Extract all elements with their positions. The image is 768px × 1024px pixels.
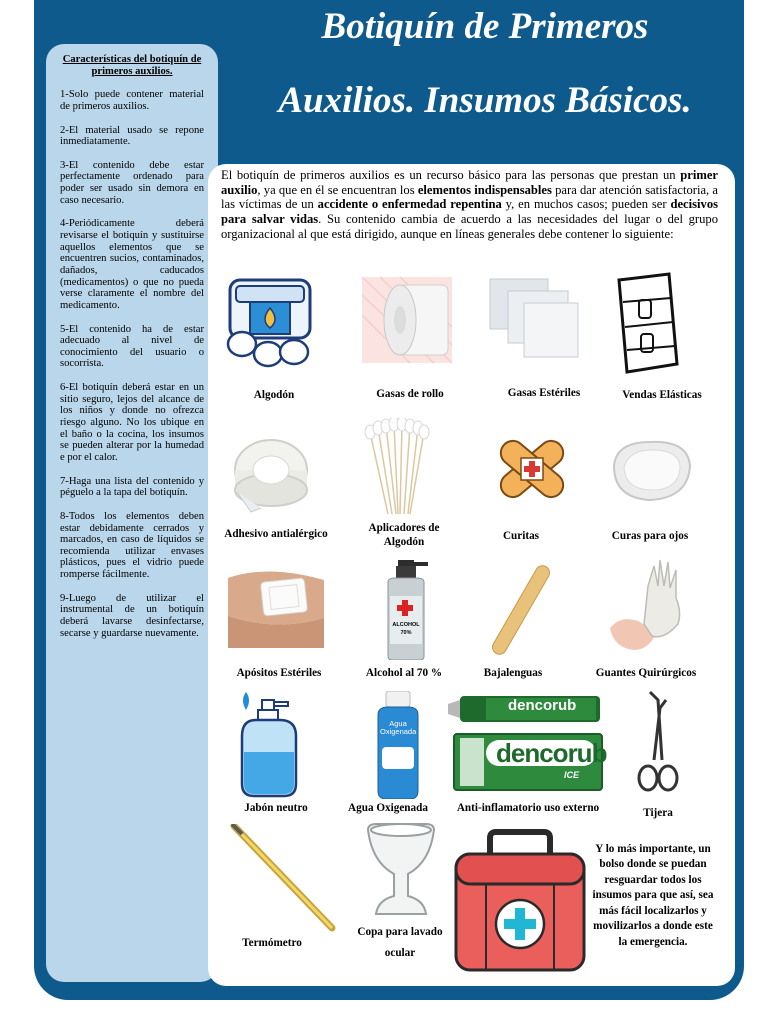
scissors-image (636, 690, 680, 794)
item-label-eye-pad: Curas para ojos (611, 530, 689, 542)
page-title-line-2: Auxilios. Insumos Básicos. (278, 80, 692, 121)
item-label-scissors: Tijera (643, 807, 673, 819)
item-label-elastic-bandage: Vendas Elásticas (622, 389, 702, 401)
sterile-gauze-image (488, 273, 580, 361)
sidebar-item-4: 4-Periódicamente deberá revisarse el botiquín y sustituirse aquellos elementos que se encuentren sucios, contaminados, dañados, caducados (medicamentos) o que no pueda verse claramente el nombre del medicamento. (60, 218, 204, 311)
item-label-sterile-gauze: Gasas Estériles (507, 387, 581, 399)
intro-bold: accidente o enfermedad repentina (317, 197, 502, 212)
dencorub-ice-text: ICE (564, 770, 580, 780)
intro-bold: decisivos para salvar vidas (221, 197, 719, 227)
item-label-gauze-roll: Gasas de rollo (376, 388, 444, 400)
dencorub-tube-text: dencorub (508, 697, 577, 714)
sidebar-item-8: 8-Todos los elementos deben estar debidamente cerrados y marcados, en caso de líquidos se recomienda utilizar envases plásticos, pues el vidrio puede romperse fácilmente. (60, 510, 204, 581)
item-label-cotton: Algodón (253, 389, 295, 401)
characteristics-sidebar (46, 44, 218, 982)
elastic-bandage-image (609, 272, 683, 374)
dencorub-box-text: dencorub (496, 738, 607, 768)
closing-note: Y lo más importante, un bolso donde se puedan resguardar todos los insumos para que así, sea más fácil localizarlos y movilizarlos a donde este la emergencia. (592, 843, 714, 948)
item-label-cotton-swabs: Aplicadores de Algodón (368, 522, 440, 548)
item-label-tongue-depressor: Bajalenguas (483, 667, 543, 679)
first-aid-bag-image (452, 828, 588, 974)
sidebar-item-1: 1-Solo puede contener material de primeros auxilios. (60, 89, 204, 112)
page-title-line-1: Botiquín de Primeros (321, 6, 649, 47)
intro-text: para dar atención satisfactoria, a las víctimas de un (221, 182, 718, 212)
alcohol-label-text: ALCOHOL 70% (392, 622, 420, 636)
anti-inflammatory-image (446, 690, 606, 794)
hydrogen-peroxide-label-text: Agua Oxigenada (380, 719, 417, 736)
hydrogen-peroxide-image (372, 691, 424, 799)
thermometer-image (228, 824, 338, 934)
item-label-thermometer: Termómetro (242, 937, 302, 949)
sidebar-item-2: 2-El material usado se repone inmediatamente. (60, 124, 204, 148)
sidebar-item-3: 3-El contenido debe estar perfectamente ordenado para poder ser usado sin demora en caso necesario. (60, 159, 204, 206)
item-label-hypoallergenic-tape: Adhesivo antialérgico (224, 528, 328, 540)
eye-pad-image (606, 436, 694, 506)
hypoallergenic-tape-image (231, 430, 313, 516)
gauze-roll-image (360, 275, 454, 365)
sidebar-item-6: 6-El botiquín deberá estar en un sitio seguro, lejos del alcance de los niños y donde no ofrezca riesgo alguno. No los ubique en el baño o la cocina, los insumos se pueden alterar por la humedad e por el calor. (60, 382, 204, 463)
cotton-swabs-image (360, 418, 432, 520)
sidebar-item-5: 5-El contenido ha de estar adecuado al nivel de conocimiento del usuario o socorrista. (60, 323, 204, 370)
intro-bold: primer auxilio (221, 168, 718, 197)
item-label-eye-cup: Copa para lavado ocular (357, 926, 443, 960)
sidebar-item-9: 9-Luego de utilizar el instrumental de un botiquín deberá lavarse desinfectarse, secarse y guardarse nuevamente. (60, 592, 204, 639)
intro-paragraph (221, 168, 718, 242)
sterile-dressing-image (228, 558, 324, 648)
alcohol-bottle-image (380, 560, 432, 660)
sidebar-item-7: 7-Haga una lista del contenido y péguelo a la tapa del botiquín. (60, 475, 204, 499)
sidebar-heading: Características del botiquín de primeros auxilios. (62, 54, 202, 77)
item-label-anti-inflammatory: Anti-inflamatorio uso externo (456, 802, 600, 814)
intro-text: . Su contenido cambia de acuerdo a las necesidades del lugar o del grupo organizacional al que está dirigido, aunque en líneas generales debe contener lo siguiente: (221, 212, 719, 241)
tongue-depressor-image (484, 560, 558, 660)
item-label-band-aid: Curitas (502, 530, 540, 542)
band-aid-image (487, 427, 577, 511)
item-label-hydrogen-peroxide: Agua Oxigenada (348, 802, 428, 814)
intro-text: y, en muchos casos; pueden ser (501, 197, 671, 212)
item-label-sterile-dressing: Apósitos Estériles (236, 667, 322, 679)
intro-text: , ya que en él se encuentran los (257, 182, 418, 197)
intro-bold: elementos indispensables (417, 182, 552, 197)
surgical-gloves-image (604, 552, 694, 656)
intro-text: El botiquín de primeros auxilios es un recurso básico para las personas que prestan un (221, 168, 681, 182)
cotton-image (222, 274, 322, 374)
soap-image (232, 692, 306, 798)
eye-cup-image (364, 822, 438, 922)
item-label-alcohol: Alcohol al 70 % (365, 667, 443, 679)
item-label-surgical-gloves: Guantes Quirúrgicos (595, 667, 697, 679)
item-label-soap: Jabón neutro (244, 802, 308, 814)
